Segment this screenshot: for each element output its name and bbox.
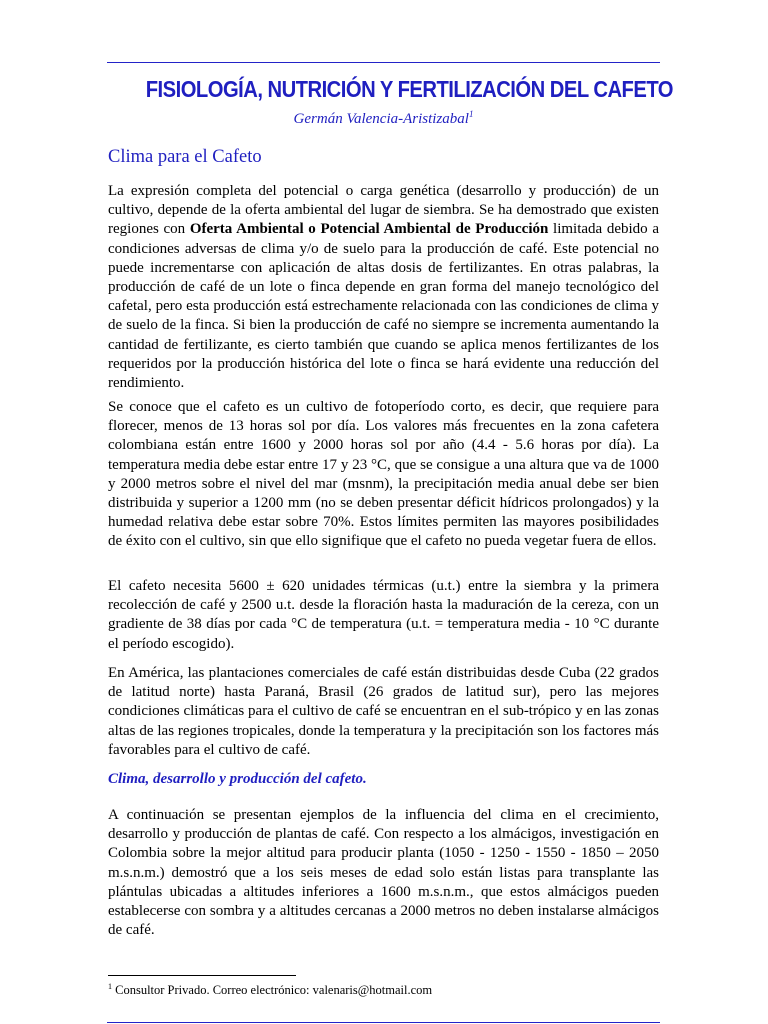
paragraph-3: El cafeto necesita 5600 ± 620 unidades térmicas (u.t.) entre la siembra y la primera recolección de café y 2500 u.t. desde la floración hasta la maduración de la cereza, con un gradiente de 38 días por cada °C de temperatura (u.t. = temperatura media - 10 °C durante el período escogido). [108,578,659,652]
paragraph-1-end: limitada debido a condiciones adversas de clima y/o de suelo para la producción de café. Este potencial no puede incrementarse con aplicación de altas dosis de fertilizantes. En otras palabras, la producción de café de un lote o finca depende en gran forma del manejo tecnológico del cafetal, pero esta producción está estrechamente relacionada con las condiciones de clima y de suelo de la finca. Si bien la producción de café no siempre se incrementa aumentando la cantidad de fertilizante, es cierto también que cuando se aplica menos fertilizantes de los requeridos por la producción histórica del lote o finca se hará evidente una reducción del rendimiento. [108,221,659,392]
footer-rule [107,1022,660,1023]
section-heading: Clima para el Cafeto [108,147,262,167]
subsection-heading: Clima, desarrollo y producción del cafeto. [108,771,367,787]
footnote-text: Consultor Privado. Correo electrónico: valenaris@hotmail.com [112,983,433,998]
paragraph-1-bold: Oferta Ambiental o Potencial Ambiental de Producción [189,221,549,238]
paragraph-1-start: La expresión completa del potencial o carga genética (desarrollo y producción) de un cultivo, depende de la oferta ambiental del lugar de siembra. Se ha demostrado que existen regiones con [108,183,659,238]
document-title: FISIOLOGÍA, NUTRICIÓN Y FERTILIZACIÓN DEL CAFETO [145,76,673,102]
footnote [108,982,432,998]
author-line [107,109,660,128]
paragraph-4: En América, las plantaciones comerciales de café están distribuidas desde Cuba (22 grados de latitud norte) hasta Paraná, Brasil (26 grados de latitud sur), pero las mejores condiciones climáticas para el cultivo de café se encuentran en el sub-trópico y en las zonas altas de las regiones tropicales, donde la temperatura y la precipitación son los factores más favorables para el cultivo de café. [108,665,659,758]
author-footnote-mark: 1 [468,109,474,119]
paragraph-5: A continuación se presentan ejemplos de la influencia del clima en el crecimiento, desarrollo y producción de plantas de café. Con respecto a los almácigos, investigación en Colombia sobre la mejor altitud para producir planta (1050 - 1250 - 1550 - 1850 – 2050 m.s.n.m.) demostró que a los seis meses de edad solo están listas para transplante las plántulas ubicadas a altitudes inferiores a 1600 m.s.n.m., que estos almácigos pueden establecerse con sombra y a altitudes cercanas a 2000 metros no deben instalarse almácigos de café. [108,807,659,939]
paragraph-1 [108,182,659,393]
author-name: Germán Valencia-Aristizabal [293,111,469,127]
footnote-rule [108,975,296,976]
header-rule [107,62,660,63]
paragraph-2: Se conoce que el cafeto es un cultivo de fotoperíodo corto, es decir, que requiere para florecer, menos de 13 horas sol por día. Los valores más frecuentes en la zona cafetera colombiana están entre 1600 y 2000 horas sol por año (4.4 - 5.6 horas por día). La temperatura media debe estar entre 17 y 23 °C, que se consigue a una altura que va de 1000 y 2000 metros sobre el nivel del mar (msnm), la precipitación media anual debe ser bien distribuida y superior a 1200 mm (no se deben presentar déficit hídricos prolongados) y la humedad relativa debe estar sobre 70%. Estos límites permiten las mayores posibilidades de éxito con el cultivo, sin que ello signifique que el cafeto no pueda vegetar fuera de ellos. [108,399,659,550]
footnote-mark: 1 [108,982,112,991]
